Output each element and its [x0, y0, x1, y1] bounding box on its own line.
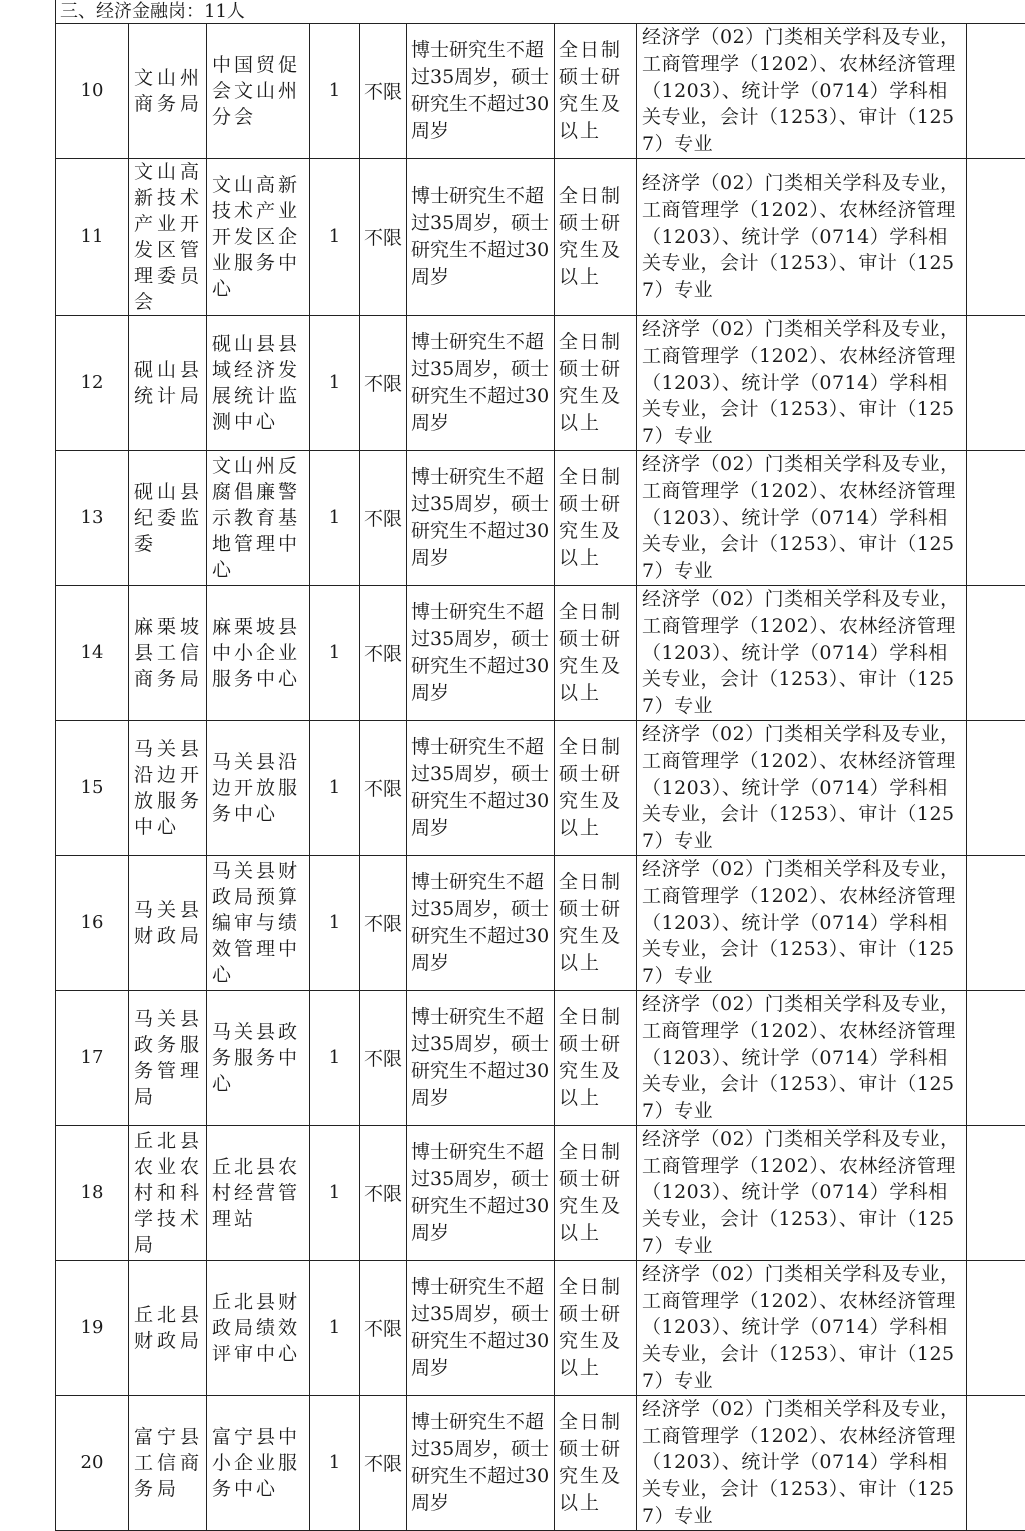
major-requirement: 经济学（02）门类相关学科及专业，工商管理学（1202）、农林经济管理（1203）、统计学（0714）学科相关专业，会计（1253）、审计（1257）专业 [637, 855, 967, 990]
education-requirement: 全日制硕士研究生及以上 [555, 585, 637, 720]
table-row [56, 585, 1025, 720]
gender-requirement: 不限 [360, 158, 407, 315]
major-requirement: 经济学（02）门类相关学科及专业，工商管理学（1202）、农林经济管理（1203）、统计学（0714）学科相关专业，会计（1253）、审计（1257）专业 [637, 24, 967, 159]
row-number: 16 [56, 855, 129, 990]
department: 砚山县纪委监委 [129, 450, 207, 585]
position-count: 1 [310, 1260, 360, 1395]
employer-unit: 丘北县财政局绩效评审中心 [207, 1260, 310, 1395]
row-number: 13 [56, 450, 129, 585]
employer-unit: 马关县政务服务中心 [207, 990, 310, 1125]
notes-cell [967, 855, 1025, 990]
gender-requirement: 不限 [360, 855, 407, 990]
department: 马关县政务服务管理局 [129, 990, 207, 1125]
education-requirement: 全日制硕士研究生及以上 [555, 315, 637, 450]
major-requirement: 经济学（02）门类相关学科及专业，工商管理学（1202）、农林经济管理（1203）、统计学（0714）学科相关专业，会计（1253）、审计（1257）专业 [637, 990, 967, 1125]
row-number: 19 [56, 1260, 129, 1395]
department: 文山高新技术产业开发区管理委员会 [129, 158, 207, 315]
employer-unit: 富宁县中小企业服务中心 [207, 1395, 310, 1530]
notes-cell [967, 24, 1025, 159]
position-count: 1 [310, 1125, 360, 1260]
age-requirement: 博士研究生不超过35周岁，硕士研究生不超过30周岁 [407, 450, 555, 585]
department: 丘北县财政局 [129, 1260, 207, 1395]
age-requirement: 博士研究生不超过35周岁，硕士研究生不超过30周岁 [407, 855, 555, 990]
notes-cell [967, 1260, 1025, 1395]
department: 砚山县统计局 [129, 315, 207, 450]
table-row [56, 855, 1025, 990]
gender-requirement: 不限 [360, 1395, 407, 1530]
position-count: 1 [310, 158, 360, 315]
gender-requirement: 不限 [360, 1125, 407, 1260]
position-count: 1 [310, 24, 360, 159]
position-count: 1 [310, 585, 360, 720]
department: 富宁县工信商务局 [129, 1395, 207, 1530]
table-body [56, 24, 1025, 1531]
major-requirement: 经济学（02）门类相关学科及专业，工商管理学（1202）、农林经济管理（1203）、统计学（0714）学科相关专业，会计（1253）、审计（1257）专业 [637, 720, 967, 855]
department: 文山州商务局 [129, 24, 207, 159]
age-requirement: 博士研究生不超过35周岁，硕士研究生不超过30周岁 [407, 1260, 555, 1395]
age-requirement: 博士研究生不超过35周岁，硕士研究生不超过30周岁 [407, 990, 555, 1125]
education-requirement: 全日制硕士研究生及以上 [555, 158, 637, 315]
department: 马关县财政局 [129, 855, 207, 990]
education-requirement: 全日制硕士研究生及以上 [555, 1125, 637, 1260]
notes-cell [967, 585, 1025, 720]
table-row [56, 315, 1025, 450]
table-row [56, 1395, 1025, 1530]
education-requirement: 全日制硕士研究生及以上 [555, 450, 637, 585]
position-count: 1 [310, 990, 360, 1125]
notes-cell [967, 450, 1025, 585]
education-requirement: 全日制硕士研究生及以上 [555, 1395, 637, 1530]
row-number: 10 [56, 24, 129, 159]
employer-unit: 文山州反腐倡廉警示教育基地管理中心 [207, 450, 310, 585]
age-requirement: 博士研究生不超过35周岁，硕士研究生不超过30周岁 [407, 720, 555, 855]
table-row [56, 1125, 1025, 1260]
table-row [56, 24, 1025, 159]
major-requirement: 经济学（02）门类相关学科及专业，工商管理学（1202）、农林经济管理（1203）、统计学（0714）学科相关专业，会计（1253）、审计（1257）专业 [637, 158, 967, 315]
major-requirement: 经济学（02）门类相关学科及专业，工商管理学（1202）、农林经济管理（1203）、统计学（0714）学科相关专业，会计（1253）、审计（1257）专业 [637, 1395, 967, 1530]
position-count: 1 [310, 450, 360, 585]
employer-unit: 麻栗坡县中小企业服务中心 [207, 585, 310, 720]
age-requirement: 博士研究生不超过35周岁，硕士研究生不超过30周岁 [407, 158, 555, 315]
education-requirement: 全日制硕士研究生及以上 [555, 720, 637, 855]
notes-cell [967, 315, 1025, 450]
employer-unit: 丘北县农村经营管理站 [207, 1125, 310, 1260]
age-requirement: 博士研究生不超过35周岁，硕士研究生不超过30周岁 [407, 585, 555, 720]
position-count: 1 [310, 855, 360, 990]
row-number: 15 [56, 720, 129, 855]
notes-cell [967, 720, 1025, 855]
employer-unit: 砚山县县域经济发展统计监测中心 [207, 315, 310, 450]
gender-requirement: 不限 [360, 315, 407, 450]
employer-unit: 马关县财政局预算编审与绩效管理中心 [207, 855, 310, 990]
age-requirement: 博士研究生不超过35周岁，硕士研究生不超过30周岁 [407, 24, 555, 159]
gender-requirement: 不限 [360, 585, 407, 720]
row-number: 11 [56, 158, 129, 315]
row-number: 12 [56, 315, 129, 450]
table-row [56, 990, 1025, 1125]
notes-cell [967, 990, 1025, 1125]
gender-requirement: 不限 [360, 990, 407, 1125]
gender-requirement: 不限 [360, 1260, 407, 1395]
age-requirement: 博士研究生不超过35周岁，硕士研究生不超过30周岁 [407, 1395, 555, 1530]
row-number: 14 [56, 585, 129, 720]
major-requirement: 经济学（02）门类相关学科及专业，工商管理学（1202）、农林经济管理（1203）、统计学（0714）学科相关专业，会计（1253）、审计（1257）专业 [637, 585, 967, 720]
table-row [56, 720, 1025, 855]
major-requirement: 经济学（02）门类相关学科及专业，工商管理学（1202）、农林经济管理（1203）、统计学（0714）学科相关专业，会计（1253）、审计（1257）专业 [637, 450, 967, 585]
row-number: 20 [56, 1395, 129, 1530]
gender-requirement: 不限 [360, 24, 407, 159]
notes-cell [967, 1395, 1025, 1530]
position-count: 1 [310, 1395, 360, 1530]
table-row [56, 1260, 1025, 1395]
department: 丘北县农业农村和科学技术局 [129, 1125, 207, 1260]
education-requirement: 全日制硕士研究生及以上 [555, 855, 637, 990]
notes-cell [967, 158, 1025, 315]
employer-unit: 文山高新技术产业开发区企业服务中心 [207, 158, 310, 315]
education-requirement: 全日制硕士研究生及以上 [555, 24, 637, 159]
notes-cell [967, 1125, 1025, 1260]
row-number: 17 [56, 990, 129, 1125]
department: 麻栗坡县工信商务局 [129, 585, 207, 720]
age-requirement: 博士研究生不超过35周岁，硕士研究生不超过30周岁 [407, 315, 555, 450]
employer-unit: 中国贸促会文山州分会 [207, 24, 310, 159]
major-requirement: 经济学（02）门类相关学科及专业，工商管理学（1202）、农林经济管理（1203）、统计学（0714）学科相关专业，会计（1253）、审计（1257）专业 [637, 315, 967, 450]
gender-requirement: 不限 [360, 720, 407, 855]
education-requirement: 全日制硕士研究生及以上 [555, 990, 637, 1125]
age-requirement: 博士研究生不超过35周岁，硕士研究生不超过30周岁 [407, 1125, 555, 1260]
table-row [56, 450, 1025, 585]
major-requirement: 经济学（02）门类相关学科及专业，工商管理学（1202）、农林经济管理（1203）、统计学（0714）学科相关专业，会计（1253）、审计（1257）专业 [637, 1260, 967, 1395]
gender-requirement: 不限 [360, 450, 407, 585]
department: 马关县沿边开放服务中心 [129, 720, 207, 855]
recruitment-table [55, 23, 1025, 1531]
education-requirement: 全日制硕士研究生及以上 [555, 1260, 637, 1395]
major-requirement: 经济学（02）门类相关学科及专业，工商管理学（1202）、农林经济管理（1203）、统计学（0714）学科相关专业，会计（1253）、审计（1257）专业 [637, 1125, 967, 1260]
row-number: 18 [56, 1125, 129, 1260]
employer-unit: 马关县沿边开放服务中心 [207, 720, 310, 855]
section-title: 三、经济金融岗：11人 [55, 0, 1025, 24]
table-row [56, 158, 1025, 315]
position-count: 1 [310, 720, 360, 855]
position-count: 1 [310, 315, 360, 450]
